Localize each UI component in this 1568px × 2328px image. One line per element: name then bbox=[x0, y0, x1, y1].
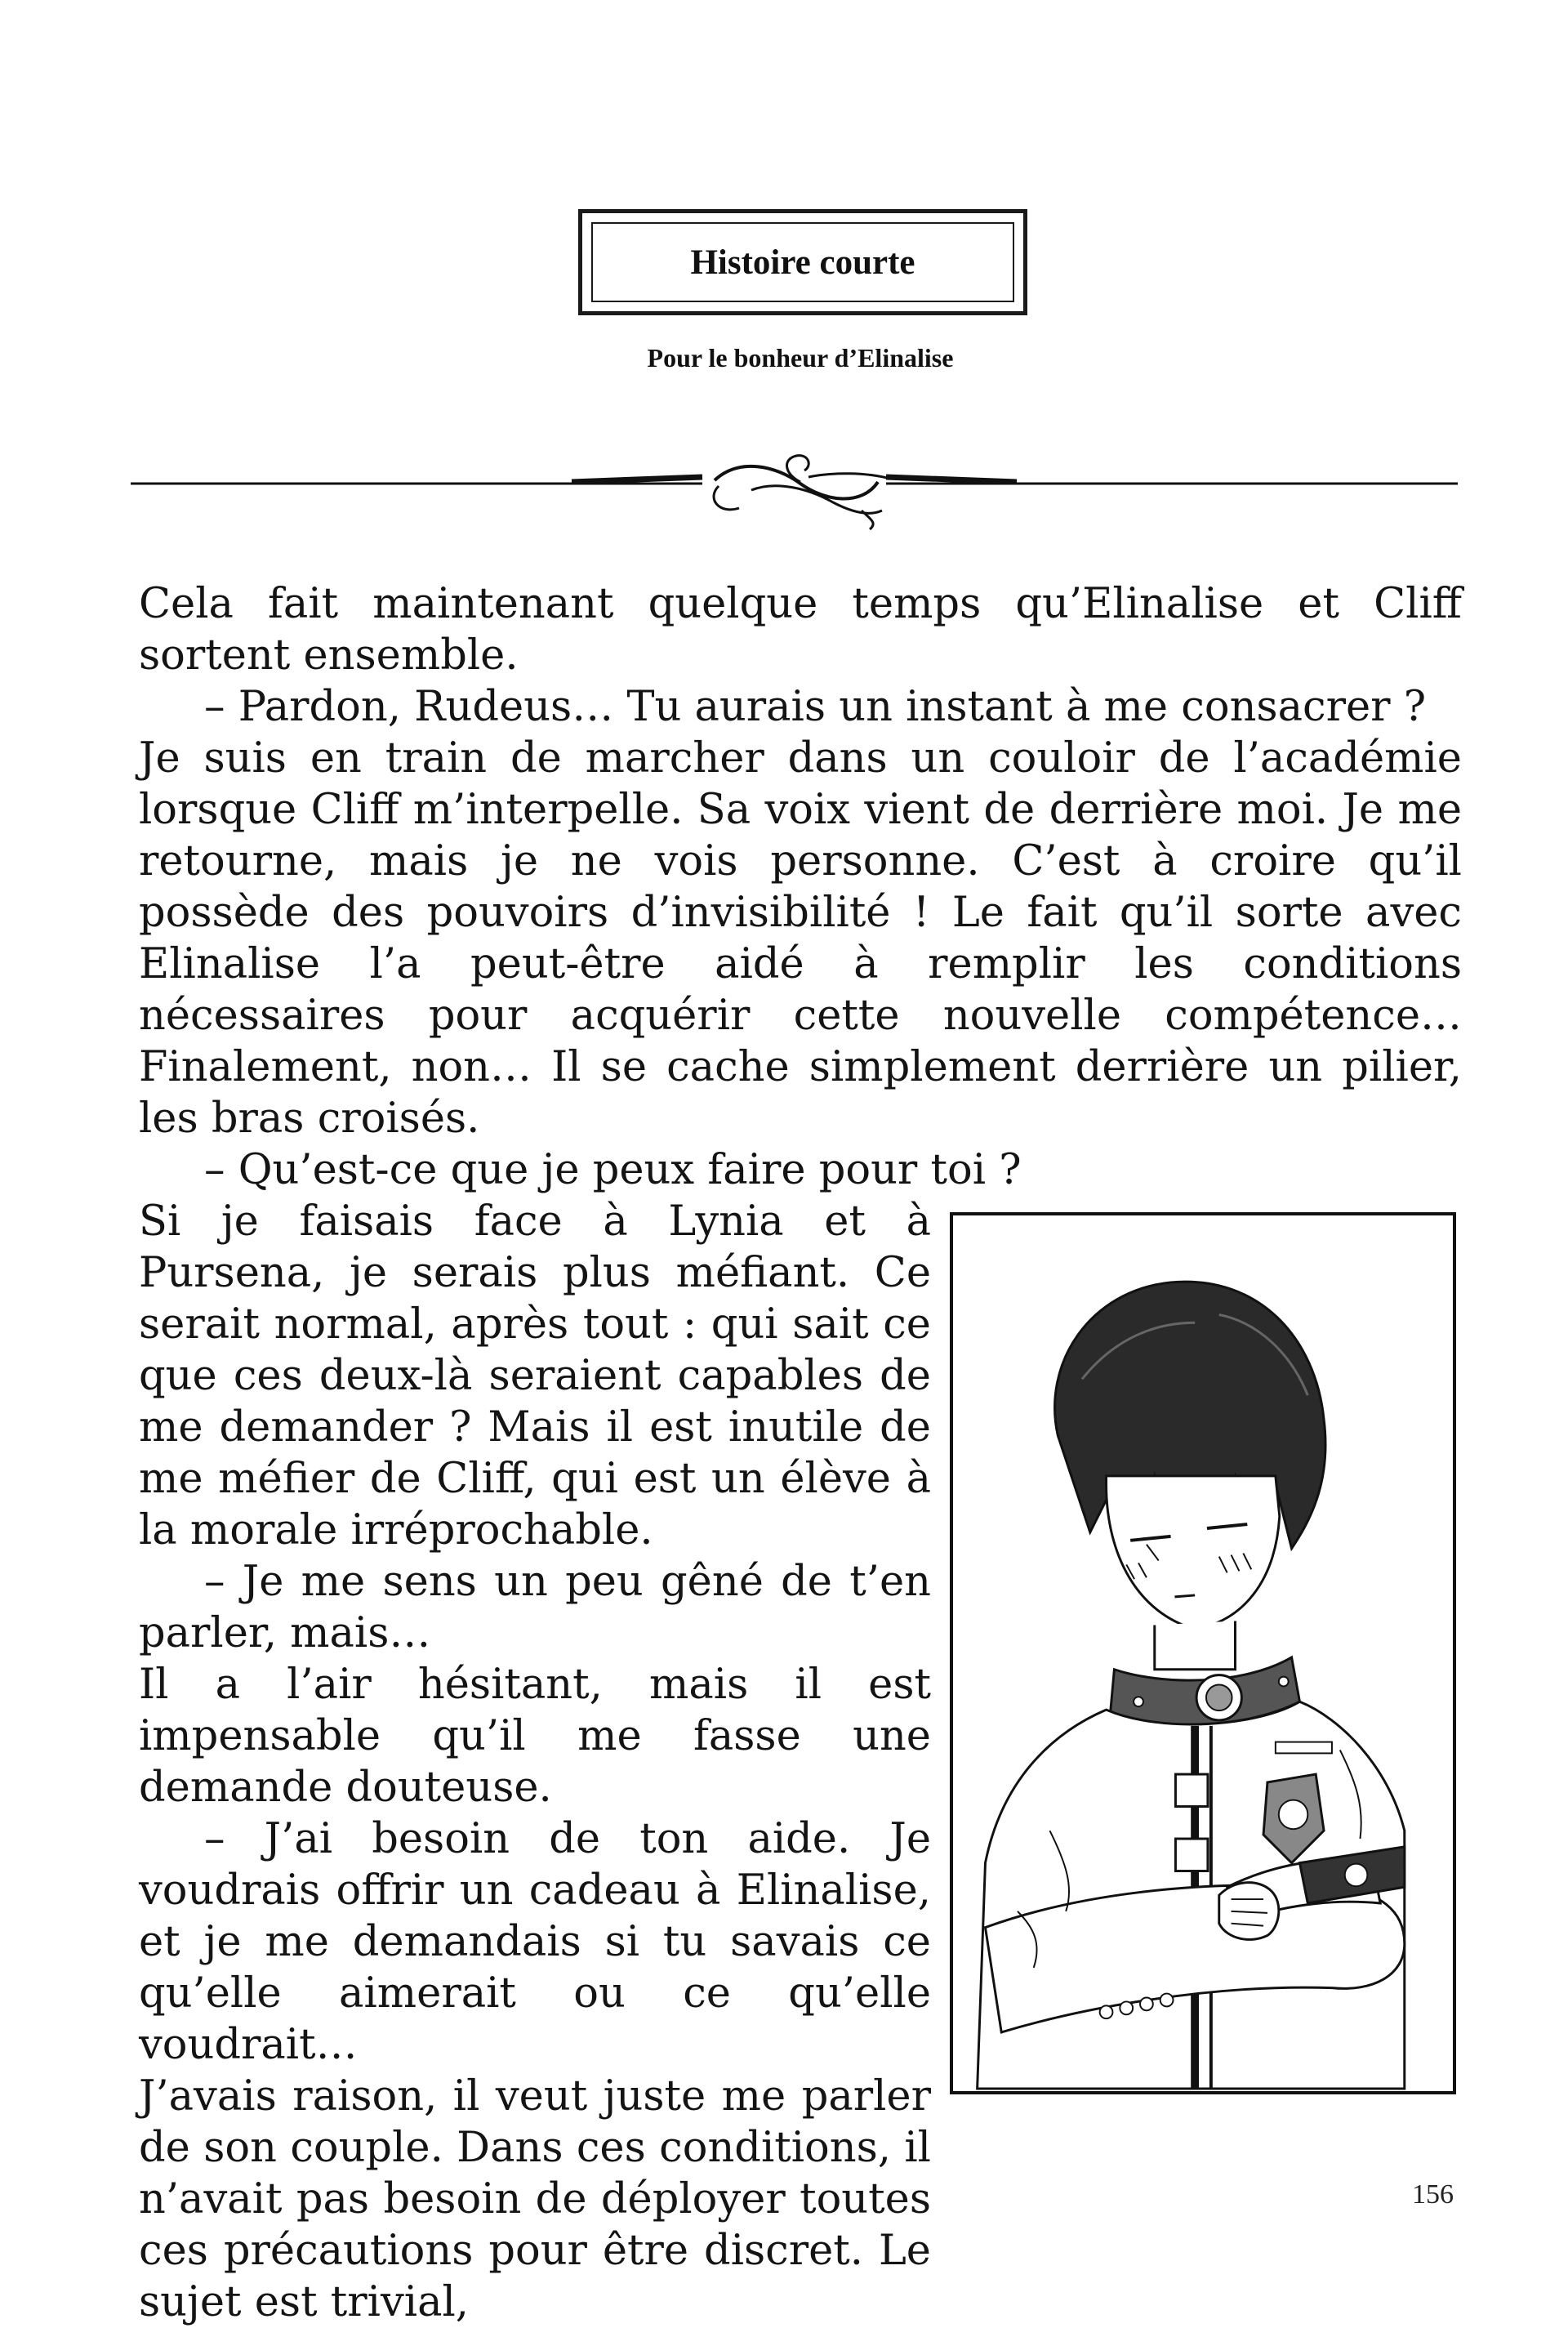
chapter-title: Histoire courte bbox=[690, 243, 915, 282]
boy-arms-crossed-drawing bbox=[953, 1215, 1453, 2091]
paragraph: Je suis en train de marcher dans un couloir de l’académie lorsque Cliff m’interpelle. Sa voix vient de derrière moi. Je me retourne, mais je ne vois personne. C’est à croire qu’il possède des pouvoirs d’invisibilité ! Le fait qu’il sorte avec Elinalise l’a peut-être aidé à remplir les conditions nécessaires pour acquérir cette nouvelle compétence… Finalement, non… Il se cache simplement derrière un pilier, les bras croisés. bbox=[139, 734, 1462, 1143]
paragraph: Il a l’air hésitant, mais il est impensable qu’il me fasse une demande douteuse. bbox=[139, 1661, 931, 1812]
dialog-line: – Pardon, Rudeus… Tu aurais un instant à me consacrer ? bbox=[204, 683, 1427, 731]
paragraph-opening: Cela fait maintenant quelque temps qu’Elinalise et Cliff sortent ensemble. bbox=[139, 580, 1462, 680]
dialog-line: – Je me sens un peu gêné de t’en parler, mais… bbox=[139, 1558, 931, 1657]
chapter-subtitle: Pour le bonheur d’Elinalise bbox=[647, 343, 954, 372]
chapter-title-frame bbox=[591, 222, 1014, 302]
dialog-line: – Qu’est-ce que je peux faire pour toi ? bbox=[204, 1146, 1022, 1194]
ornamental-divider bbox=[131, 441, 1458, 531]
page-number: 156 bbox=[1412, 2179, 1454, 2210]
manga-illustration bbox=[950, 1212, 1456, 2094]
paragraph: Si je faisais face à Lynia et à Pursena, je serais plus méfiant. Ce serait normal, après tout : qui sait ce que ces deux-là seraient capables de me demander ? Mais il est inutile de me méfier de Cliff, qui est un élève à la morale irréprochable. bbox=[139, 1197, 931, 1554]
text-column-beside-illustration bbox=[139, 1196, 931, 2328]
chapter-title-box bbox=[578, 209, 1027, 315]
dialog-line: – J’ai besoin de ton aide. Je voudrais offrir un cadeau à Elinalise, et je me demandais si tu savais ce qu’elle aimerait ou ce qu’elle voudrait… bbox=[139, 1815, 931, 2069]
paragraph: J’avais raison, il veut juste me parler de son couple. Dans ces conditions, il n’avait pas besoin de déployer toutes ces précautions pour être discret. Le sujet est trivial, bbox=[139, 2072, 931, 2326]
